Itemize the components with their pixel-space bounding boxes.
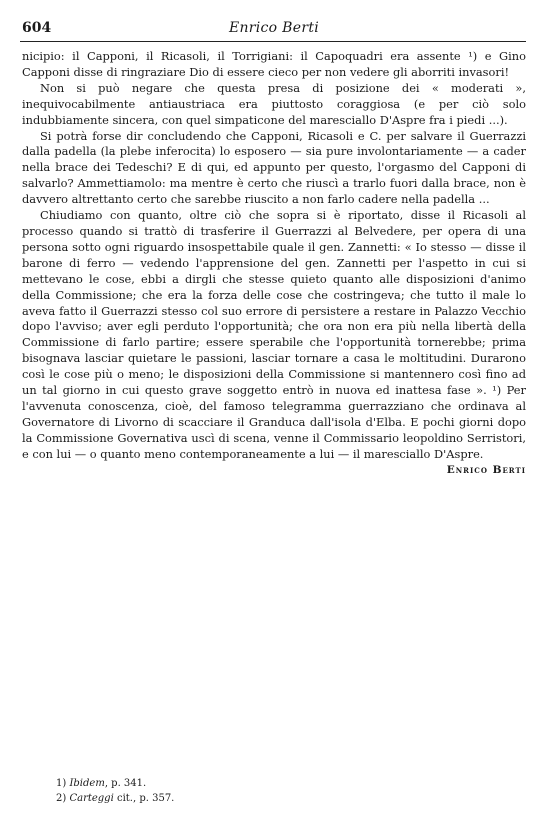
footnote-source: Carteggi <box>69 793 114 804</box>
footnote-marker: 2) <box>56 793 67 804</box>
paragraph-4: Chiudiamo con quanto, oltre ciò che sopra si è riportato, disse il Ricasoli al processo quando si trattò di trasferire il Guerrazzi al Belvedere, per opera di una persona sotto ogni riguardo insospettabile quale il gen. Zannetti: « Io stesso — disse il barone di ferro — vedendo l'apprensione del gen. Zannetti per l'aspetto in cui si mettevano le cose, ebbi a dirgli che stesse quieto quanto alle disposizioni d'animo della Commissione; che era la forza delle cose che costringeva; che tutto il male lo aveva fatto il Guerrazzi stesso col suo errore di persistere a restare in Palazzo Vecchio dopo l'avviso; aver egli perduto l'opportunità; che ora non era più nella libertà della Commissione di farlo partire; essere sperabile che l'opportunità tornerebbe; prima bisognava lasciar quietare le passioni, lasciar tornare a casa le moltitudini. Durarono così le cose più o meno; le disposizioni della Commissione si mantennero così fino ad un tal giorno in cui questo grave soggetto entrò in nuova ed inattesa fase ». ¹) Per l'avvenuta conoscenza, cioè, del famoso telegramma guerrazziano che ordinava al Governatore di Livorno di scacciare il Granduca dall'isola d'Elba. E pochi giorni dopo la Commissione Governativa uscì di scena, venne il Commissario leopoldino Serristori, e con lui — o quanto meno contemporaneamente a lui — il maresciallo D'Aspre. <box>22 208 526 461</box>
running-head: Enrico Berti <box>228 20 320 36</box>
page-body <box>22 49 526 476</box>
footnotes <box>56 776 174 806</box>
footnote-marker: 1) <box>56 778 67 789</box>
footnote-rest: , p. 341. <box>104 778 147 789</box>
page-number: 604 <box>22 20 52 36</box>
author-signature: Enrico Berti <box>446 463 526 476</box>
paragraph-1: nicipio: il Capponi, il Ricasoli, il Torrigiani: il Capoquadri era assente ¹) e Gino Capponi disse di ringraziare Dio di essere cieco per non vedere gli aborriti invasori! <box>22 49 526 79</box>
page-header <box>22 20 526 40</box>
paragraph-2: Non si può negare che questa presa di posizione dei « moderati », inequivocabilmente antiaustriaca era piuttosto coraggiosa (e per ciò solo indubbiamente sincera, con quel simpaticone del maresciallo D'Aspre fra i piedi ...). <box>22 80 526 127</box>
footnote-1 <box>56 776 174 791</box>
paragraph-3: Si potrà forse dir concludendo che Capponi, Ricasoli e C. per salvare il Guerrazzi dalla padella (la plebe inferocita) lo esposero — sia pure involontariamente — a cader nella brace dei Tedeschi? E di qui, ed appunto per questo, l'orgasmo del Capponi di salvarlo? Ammettiamolo: ma mentre è certo che riuscì a trarlo fuori dalla brace, non è davvero altrettanto certo che sarebbe riuscito a non farlo cadere nella padella ... <box>22 128 526 207</box>
footnote-2 <box>56 791 174 806</box>
header-rule <box>20 41 526 42</box>
footnote-source: Ibidem <box>69 778 105 789</box>
footnote-rest: cit., p. 357. <box>113 793 175 804</box>
